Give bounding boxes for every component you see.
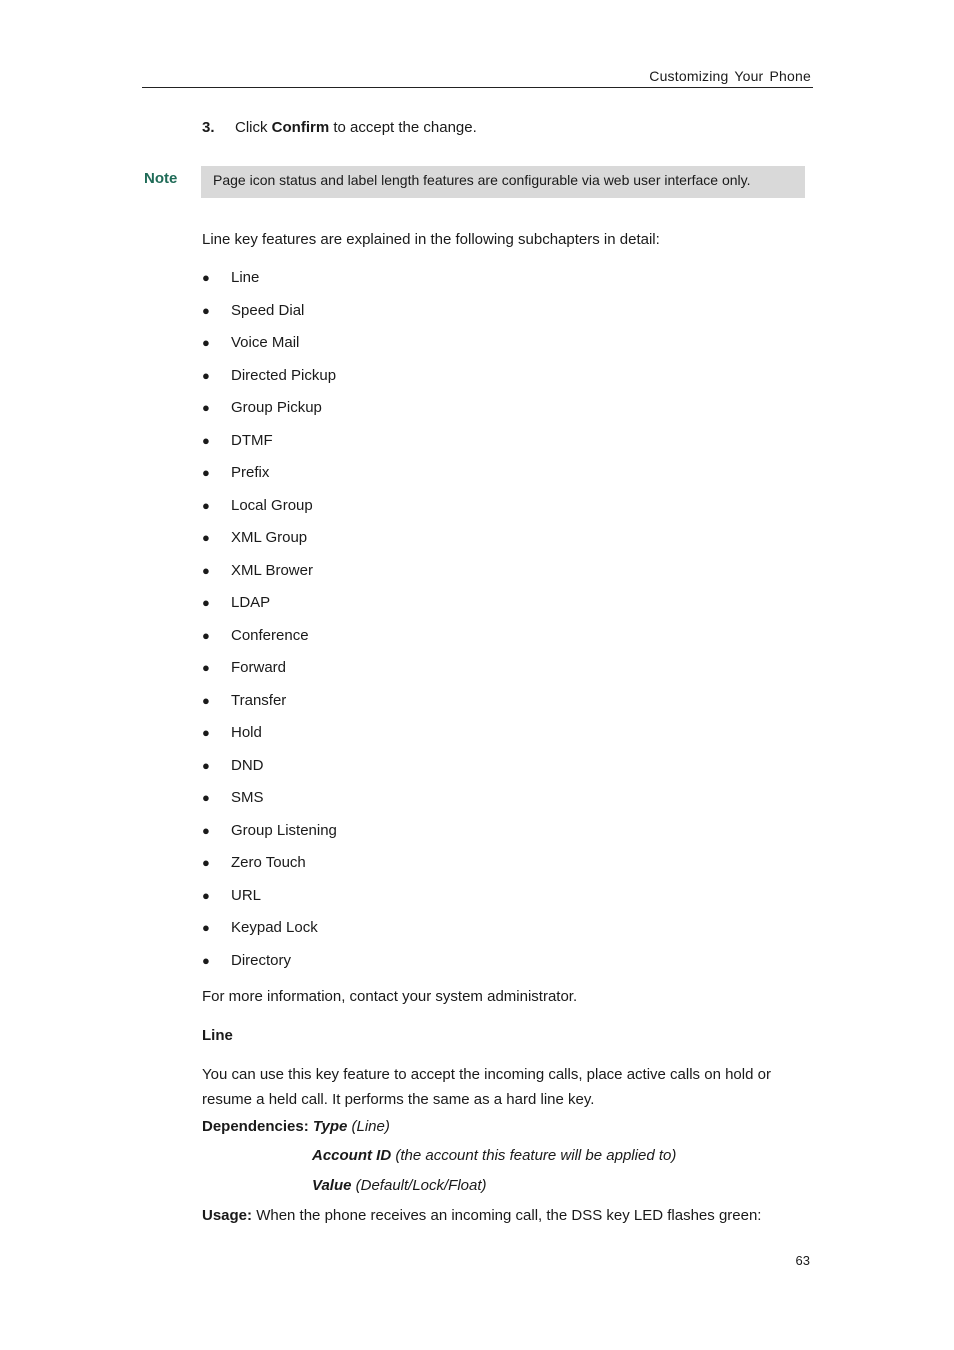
dependency-account-value: (the account this feature will be applied to) xyxy=(391,1147,677,1164)
feature-label: Forward xyxy=(231,659,287,676)
section-description: You can use this key feature to accept the incoming calls, place active calls on hold or resume a held call. It performs the same as a hard line key. xyxy=(202,1066,771,1108)
step-text-before: Click xyxy=(235,119,272,136)
usage-label: Usage: xyxy=(202,1207,253,1224)
feature-label: Hold xyxy=(231,724,262,741)
bullet-icon: ● xyxy=(202,367,210,383)
header-rule xyxy=(142,87,813,88)
feature-label: Prefix xyxy=(231,464,270,481)
bullet-icon: ● xyxy=(202,400,210,415)
feature-label: DND xyxy=(231,756,264,774)
bullet-icon: ● xyxy=(202,562,210,578)
bullet-icon: ● xyxy=(202,757,210,773)
bullet-icon: ● xyxy=(202,952,210,968)
feature-label: XML Brower xyxy=(231,561,313,579)
bullet-icon: ● xyxy=(202,660,210,675)
feature-label: DTMF xyxy=(231,431,273,449)
feature-label: Conference xyxy=(231,626,309,644)
running-header: Customizing Your Phone xyxy=(649,68,811,84)
step-text-after: to accept the change. xyxy=(329,119,477,136)
feature-label: Directory xyxy=(231,951,292,969)
feature-label: URL xyxy=(231,886,262,904)
bullet-icon: ● xyxy=(202,920,210,935)
feature-label: Voice Mail xyxy=(231,334,300,351)
feature-label: LDAP xyxy=(231,594,271,611)
dependency-value-label: Value xyxy=(312,1177,352,1194)
bullet-icon: ● xyxy=(202,855,210,870)
bullet-icon: ● xyxy=(202,627,210,643)
dependencies-label: Dependencies: xyxy=(202,1118,309,1135)
feature-label: Group Pickup xyxy=(231,399,322,416)
dependency-value xyxy=(312,1177,487,1194)
bullet-icon: ● xyxy=(202,692,210,708)
bullet-icon: ● xyxy=(202,725,210,740)
feature-label: Transfer xyxy=(231,691,287,709)
step-confirm-word: Confirm xyxy=(271,119,330,136)
bullet-icon: ● xyxy=(202,595,210,610)
bullet-icon: ● xyxy=(202,790,210,805)
bullet-icon: ● xyxy=(202,822,210,838)
dependency-type-label: Type xyxy=(312,1118,348,1135)
feature-label: XML Group xyxy=(231,529,308,546)
more-info-text: For more information, contact your system administrator. xyxy=(202,988,578,1005)
bullet-icon: ● xyxy=(202,432,210,448)
dependency-type-value: (Line) xyxy=(347,1118,390,1135)
feature-label: Speed Dial xyxy=(231,301,305,319)
dependency-type xyxy=(313,1118,390,1135)
note-text: Page icon status and label length features are configurable via web user interface only. xyxy=(213,172,751,188)
dependency-account-label: Account ID xyxy=(312,1147,392,1164)
feature-label: Group Listening xyxy=(231,821,337,839)
bullet-icon: ● xyxy=(202,530,210,545)
bullet-icon: ● xyxy=(202,335,210,350)
dependency-value-value: (Default/Lock/Float) xyxy=(351,1177,487,1194)
usage-text: When the phone receives an incoming call, the DSS key LED flashes green: xyxy=(252,1207,762,1224)
note-label: Note xyxy=(144,170,178,187)
note-box xyxy=(201,166,805,198)
features-intro: Line key features are explained in the following subchapters in detail: xyxy=(202,231,660,248)
feature-label: Zero Touch xyxy=(231,854,306,871)
feature-label: SMS xyxy=(231,789,264,806)
bullet-icon: ● xyxy=(202,465,210,480)
usage-line xyxy=(202,1207,761,1224)
feature-label: Directed Pickup xyxy=(231,366,337,384)
feature-label: Line xyxy=(231,269,260,286)
feature-label: Keypad Lock xyxy=(231,919,318,936)
dependencies-line xyxy=(202,1118,390,1135)
step-number: 3. xyxy=(202,119,215,136)
feature-label: Local Group xyxy=(231,496,313,514)
bullet-icon: ● xyxy=(202,887,210,903)
page-number: 63 xyxy=(795,1253,810,1268)
section-heading-line: Line xyxy=(202,1027,233,1044)
dependency-account xyxy=(312,1147,676,1164)
bullet-icon: ● xyxy=(202,497,210,513)
step-3 xyxy=(202,119,477,136)
bullet-icon: ● xyxy=(202,270,210,285)
bullet-icon: ● xyxy=(202,302,210,318)
